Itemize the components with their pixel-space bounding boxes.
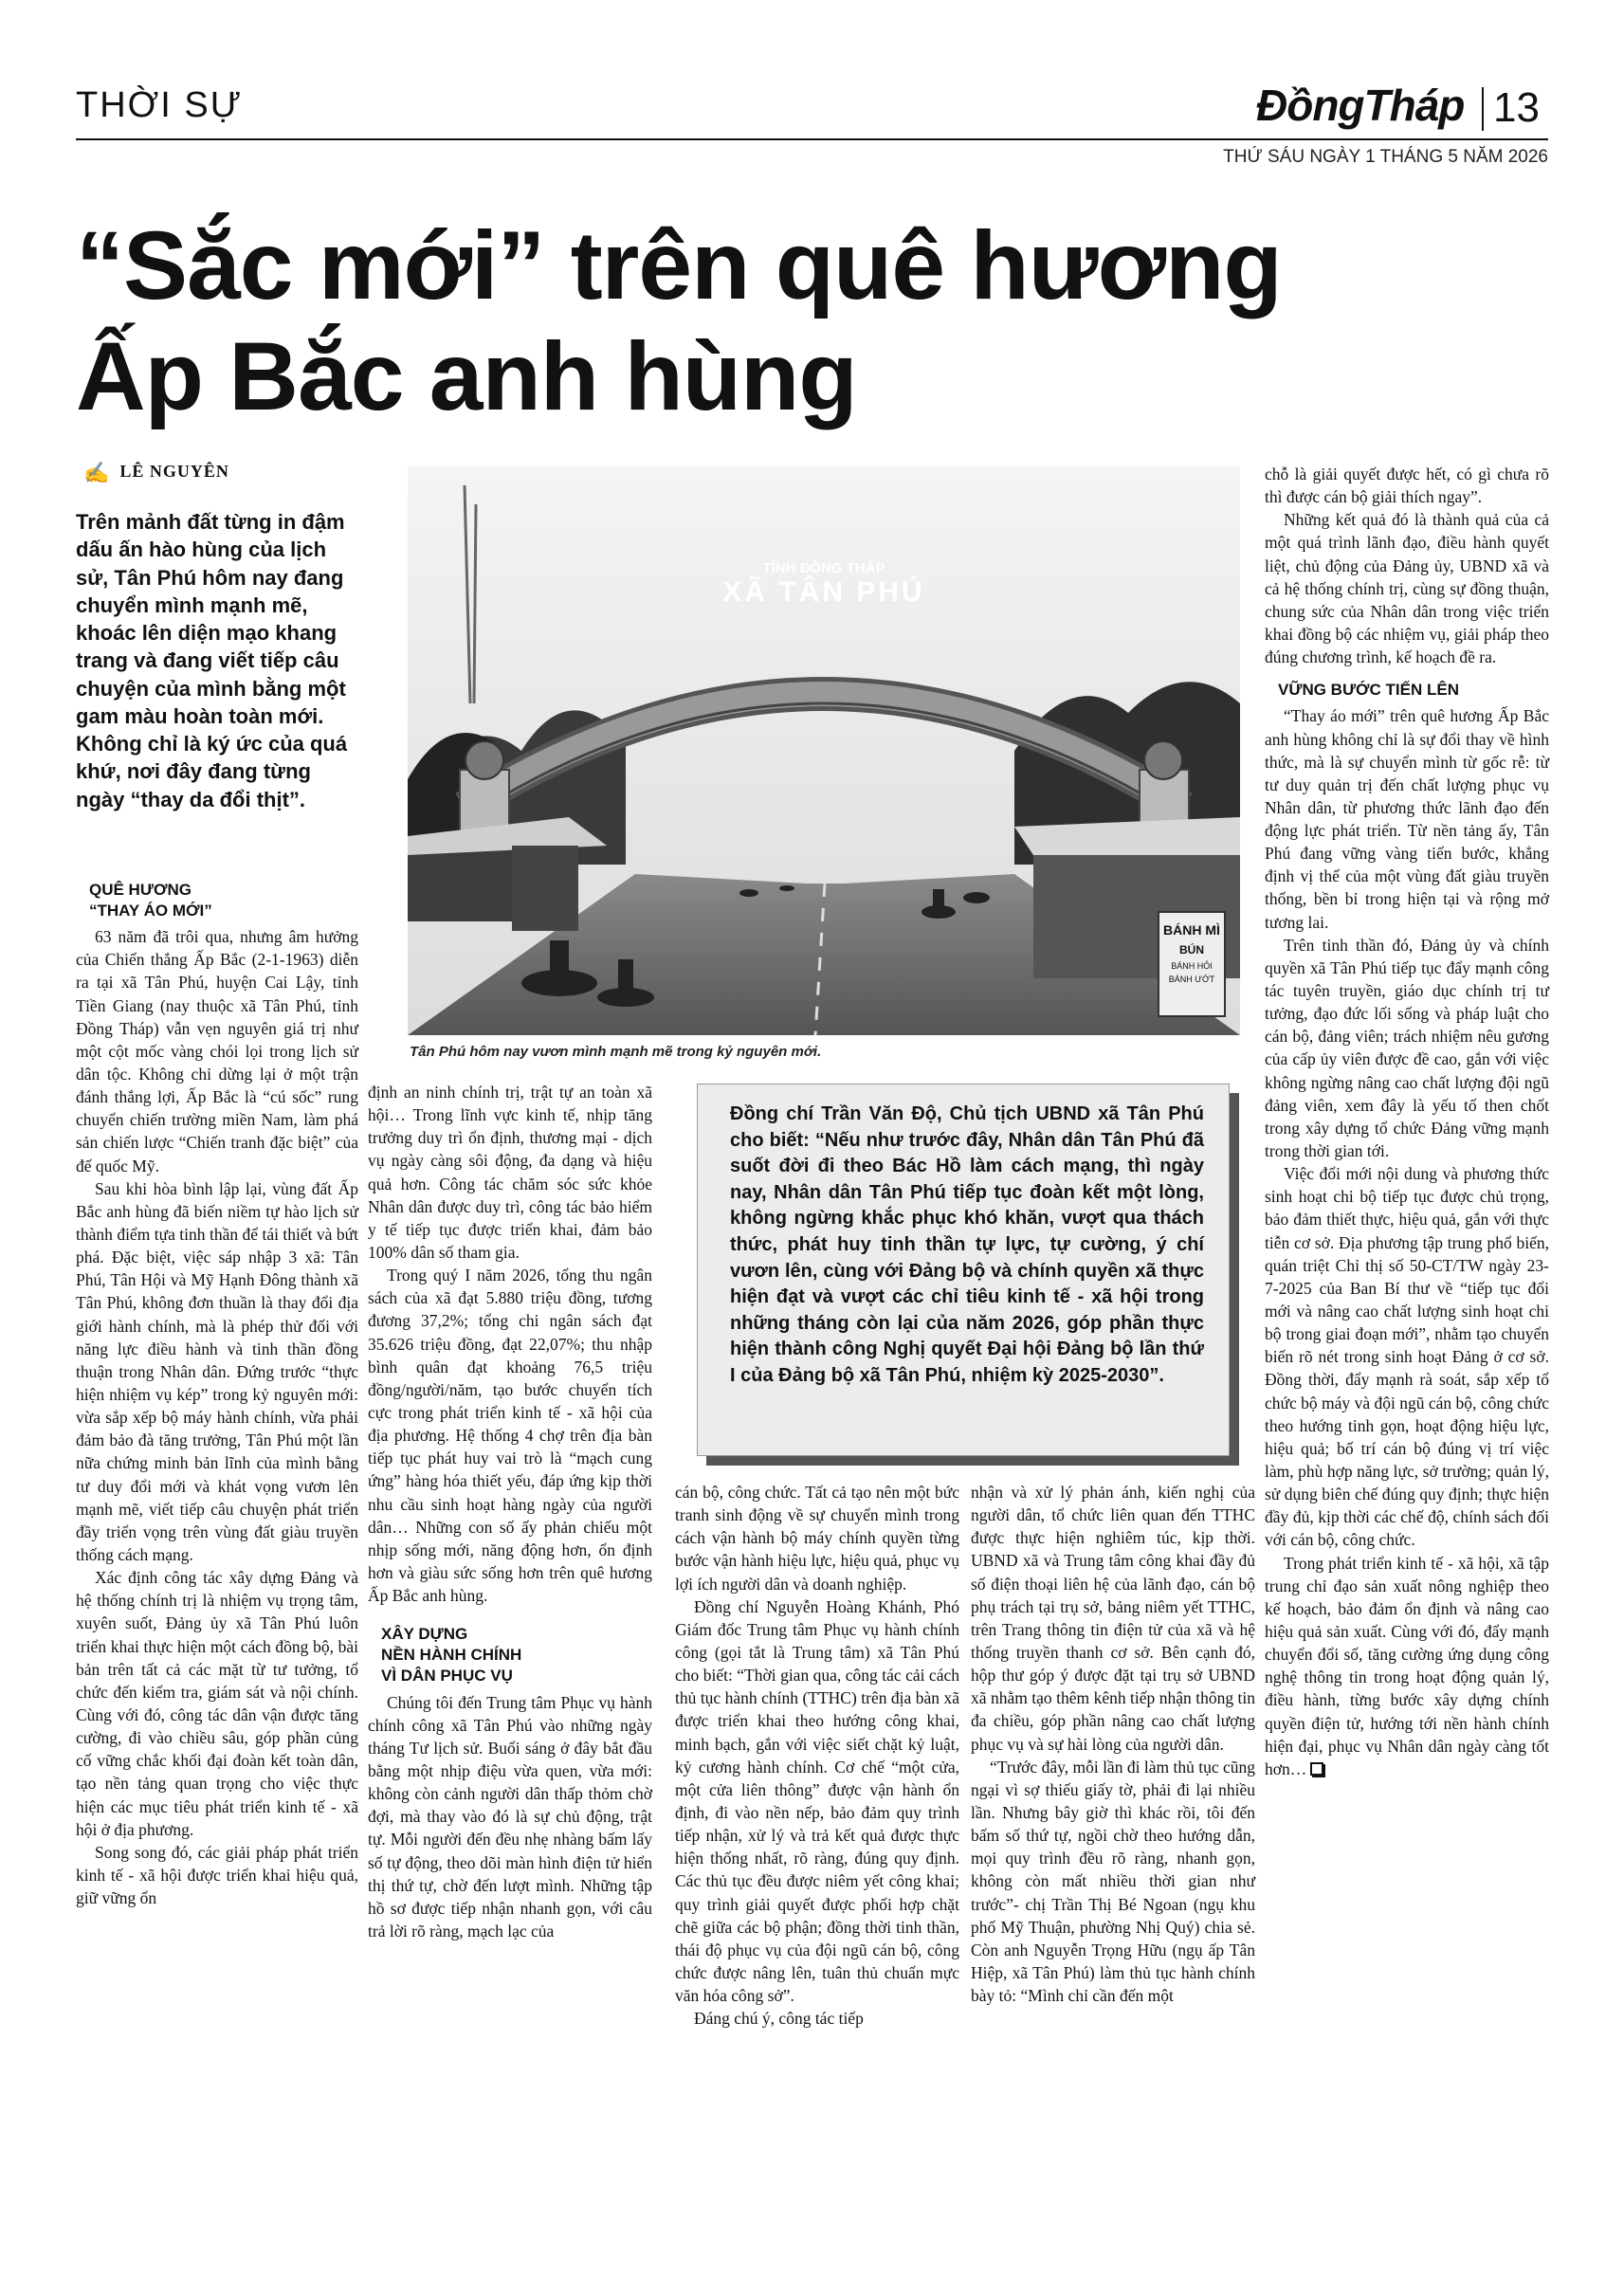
masthead-logo: ĐồngTháp bbox=[1256, 81, 1465, 130]
author-name: LÊ NGUYÊN bbox=[119, 462, 229, 481]
shop-sign-bun: BÚN bbox=[1179, 943, 1204, 957]
gate-sign-top: TỈNH ĐỒNG THÁP bbox=[762, 560, 885, 576]
body-paragraph: Xác định công tác xây dựng Đảng và hệ thống chính trị là nhiệm vụ trọng tâm, xuyên suốt, Đảng ủy xã Tân Phú luôn triển khai thực hiện một cách đồng bộ, bài bản trên tất cả các mặt từ tư tưởng, tổ chức đến kiểm tra, giám sát và nội chính. Cùng với đó, công tác dân vận được tăng cường, đi vào chiều sâu, góp phần củng cố vững chắc khối đại đoàn kết toàn dân, tạo nền tảng quan trọng cho việc thực hiện các mục tiêu phát triển kinh tế - xã hội ở địa phương. bbox=[76, 1568, 358, 1839]
masthead-divider bbox=[1482, 87, 1484, 131]
body-paragraph: “Trước đây, mỗi lần đi làm thủ tục cũng ngại vì sợ thiếu giấy tờ, phải đi lại nhiều lần. Nhưng bây giờ thì khác rồi, tôi đến bấm số thứ tự, ngồi chờ theo hướng dẫn, mọi quy trình đều rõ ràng, nhanh gọn, không còn mất nhiều thời gian như trước”- chị Trần Thị Bé Ngoan (ngụ khu phố Mỹ Thuận, phường Nhị Quý) chia sẻ. Còn anh Nguyễn Trọng Hữu (ngụ ấp Tân Hiệp, xã Tân Phú) làm thủ tục hành chính bày tỏ: “Mình chỉ cần đến một bbox=[971, 1757, 1255, 2006]
gate-sign-main: XÃ TÂN PHÚ bbox=[722, 576, 925, 608]
body-paragraph: nhận và xử lý phản ánh, kiến nghị của người dân, tổ chức liên quan đến TTHC được thực hiện nghiêm túc, kịp thời. UBND xã và Trung tâm công khai đầy đủ số điện thoại liên hệ của lãnh đạo, cán bộ phụ trách tại trụ sở, bảng niêm yết TTHC, trên Trang thông tin điện tử của xã và hệ thống truyền thanh cơ sở. Bên cạnh đó, hộp thư góp ý được đặt tại trụ sở UBND xã nhằm tạo thêm kênh tiếp nhận thông tin đa chiều, góp phần nâng cao chất lượng phục vụ và sự hài lòng của người dân. bbox=[971, 1483, 1255, 1754]
subhead-que-huong bbox=[89, 880, 358, 921]
pen-icon: ✍ bbox=[83, 461, 111, 484]
subhead-xay-dung bbox=[381, 1624, 652, 1686]
body-paragraph: Đáng chú ý, công tác tiếp bbox=[694, 2009, 864, 2029]
byline bbox=[83, 463, 229, 483]
body-paragraph: Song song đó, các giải pháp phát triển kinh tế - xã hội được triển khai hiệu quả, giữ vững ổn bbox=[76, 1842, 358, 1908]
issue-date: THỨ SÁU NGÀY 1 THÁNG 5 NĂM 2026 bbox=[1223, 147, 1548, 167]
subhead-line: “THAY ÁO MỚI” bbox=[89, 902, 212, 920]
column-1 bbox=[76, 872, 358, 1909]
shop-sign-banh-mi: BÁNH MÌ bbox=[1163, 922, 1220, 938]
article-photo bbox=[408, 466, 1240, 1035]
pull-quote-box: Đồng chí Trần Văn Độ, Chủ tịch UBND xã Tân Phú cho biết: “Nếu như trước đây, Nhân dân Tân Phú đã suốt đời đi theo Bác Hồ làm cách mạng, thì ngày nay, Nhân dân Tân Phú tiếp tục đoàn kết một lòng, không ngừng khắc phục khó khăn, vượt qua thách thức, phát huy tinh thần tự lực, tự cường, ý chí vươn lên, cùng với Đảng bộ và chính quyền xã thực hiện đạt và vượt các chỉ tiêu kinh tế - xã hội trong những tháng còn lại của năm 2026, góp phần thực hiện thành công Nghị quyết Đại hội Đảng bộ lần thứ I của Đảng bộ xã Tân Phú, nhiệm kỳ 2025-2030”. bbox=[697, 1084, 1230, 1456]
body-paragraph: 63 năm đã trôi qua, nhưng âm hưởng của Chiến thắng Ấp Bắc (2-1-1963) diễn ra tại xã Tân Phú, huyện Cai Lậy, tỉnh Tiền Giang (nay thuộc xã Tân Phú, tỉnh Đồng Tháp) vẫn vẹn nguyên giá trị như một cột mốc vàng chói lọi trong lịch sử dân tộc. Không chỉ dừng lại ở một trận đánh thắng lợi, Ấp Bắc là “cú sốc” rung chuyển chiến trường miền Nam, làm phá sản chiến lược “Chiến tranh đặc biệt” của đế quốc Mỹ. bbox=[76, 927, 358, 1175]
column-4 bbox=[971, 1481, 1255, 2007]
subhead-line: NỀN HÀNH CHÍNH bbox=[381, 1646, 522, 1665]
end-mark-icon bbox=[1310, 1762, 1323, 1776]
column-2 bbox=[368, 1081, 652, 1942]
shop-sign-banh-uot: BÁNH ƯỚT bbox=[1168, 975, 1215, 984]
section-label: THỜI SỰ bbox=[76, 85, 244, 125]
closing-text: Trong phát triển kinh tế - xã hội, xã tập trung chỉ đạo sản xuất nông nghiệp theo kế hoạch, bảo đảm ổn định và nâng cao hiệu quả sản xuất. Cùng với đó, đẩy mạnh chuyển đổi số, tăng cường ứng dụng công nghệ thông tin trong hoạt động quản lý, điều hành, từng bước xây dựng chính quyền điện tử, hướng tới nền hành chính hiện đại, phục vụ Nhân dân ngày càng tốt hơn… bbox=[1265, 1553, 1549, 1778]
photo-gate-street bbox=[408, 466, 1240, 1035]
subhead-line: XÂY DỰNG bbox=[381, 1625, 468, 1644]
subhead-line: QUÊ HƯƠNG bbox=[89, 881, 192, 899]
shop-sign-banh-hoi: BÁNH HỎI bbox=[1171, 961, 1213, 971]
header-rule bbox=[76, 138, 1548, 140]
subhead-vung-buoc: VỮNG BƯỚC TIẾN LÊN bbox=[1278, 681, 1459, 700]
body-paragraph: Trên tinh thần đó, Đảng ủy và chính quyền xã Tân Phú tiếp tục đẩy mạnh công tác tuyên truyền, giáo dục chính trị tư tưởng, đạo đức lối sống và pháp luật cho cán bộ, đảng viên; trách nhiệm nêu gương của cấp ủy viên được đề cao, gắn với việc không ngừng nâng cao chất lượng đội ngũ đảng viên, xem đây là yếu tố then chốt trong xây dựng tổ chức Đảng vững mạnh trong thời gian tới. bbox=[1265, 935, 1549, 1161]
column-5 bbox=[1265, 463, 1549, 1780]
body-paragraph: cán bộ, công chức. Tất cả tạo nên một bức tranh sinh động về sự chuyển mình trong cách vận hành bộ máy chính quyền từng bước vận hành hiệu lực, hiệu quả, phục vụ lợi ích người dân và doanh nghiệp. bbox=[675, 1483, 959, 1594]
body-paragraph: Chúng tôi đến Trung tâm Phục vụ hành chính công xã Tân Phú vào những ngày tháng Tư lịch sử. Buổi sáng ở đây bắt đầu bằng một nhịp điệu vừa quen, vừa mới: không còn cảnh người dân thấp thỏm chờ đợi, mà thay vào đó là sự chủ động, trật tự. Mỗi người đến đều nhẹ nhàng bấm lấy số tự động, theo dõi màn hình điện tử hiển thị thứ tự, chờ đến lượt mình. Những tập hồ sơ được tiếp nhận nhanh gọn, với câu trả lời rõ ràng, mạch lạc của bbox=[368, 1692, 652, 1941]
lead-paragraph: Trên mảnh đất từng in đậm dấu ấn hào hùng của lịch sử, Tân Phú hôm nay đang chuyển mình mạnh mẽ, khoác lên diện mạo khang trang và đang viết tiếp câu chuyện của mình bằng một gam màu hoàn toàn mới. Không chỉ là ký ức của quá khứ, nơi đây đang từng ngày “thay da đổi thịt”. bbox=[76, 510, 348, 811]
body-paragraph bbox=[1265, 1552, 1549, 1780]
column-3 bbox=[675, 1481, 959, 2030]
headline bbox=[76, 210, 1555, 433]
page-number: 13 bbox=[1493, 84, 1540, 131]
body-paragraph: định an ninh chính trị, trật tự an toàn xã hội… Trong lĩnh vực kinh tế, nhịp tăng trưởng duy trì ổn định, thương mại - dịch vụ ngày càng sôi động, đa dạng và hiệu quả hơn. Công tác chăm sóc sức khỏe Nhân dân được duy trì, công tác bảo hiểm y tế tiếp tục được triển khai, đảm bảo 100% dân số tham gia. bbox=[368, 1083, 652, 1262]
subhead-line: VÌ DÂN PHỤC VỤ bbox=[381, 1667, 513, 1686]
body-paragraph: Những kết quả đó là thành quả của cả một quá trình lãnh đạo, điều hành quyết liệt, chủ động của Đảng ủy, UBND xã và cả hệ thống chính trị, cùng sự đồng thuận, chung sức của Nhân dân trong việc triển khai đồng bộ các nhiệm vụ, giải pháp theo đúng chương trình, kế hoạch đề ra. bbox=[1265, 510, 1549, 667]
body-paragraph: Trong quý I năm 2026, tổng thu ngân sách của xã đạt 5.880 triệu đồng, tương đương 37,2%; tổng chi ngân sách đạt 35.626 triệu đồng, đạt 22,07%; thu nhập bình quân đạt khoảng 76,5 triệu đồng/người/năm, tạo bước chuyển tích cực trong phát triển kinh tế - xã hội của địa phương. Hệ thống 4 chợ trên địa bàn tiếp tục phát huy vai trò là “mạch cung ứng” hàng hóa thiết yếu, đáp ứng kịp thời nhu cầu sinh hoạt hàng ngày của người dân… Những con số ấy phản chiếu một nhịp sống mới, năng động hơn, ổn định hơn và giàu sức sống hơn trên quê hương Ấp Bắc anh hùng. bbox=[368, 1266, 652, 1606]
body-paragraph: “Thay áo mới” trên quê hương Ấp Bắc anh hùng không chỉ là sự đổi thay về hình thức, mà là sự chuyển mình từ gốc rễ: từ tư duy quản trị đến chất lượng phục vụ Nhân dân, từ phương thức lãnh đạo đến động lực phát triển. Từ nền tảng ấy, Tân Phú đang vững vàng tiến bước, khẳng định vị thế của một vùng đất giàu truyền thống, bền bỉ trong hiện tại và rộng mở tương lai. bbox=[1265, 706, 1549, 932]
headline-line-2: Ấp Bắc anh hùng bbox=[76, 322, 857, 431]
body-paragraph: Việc đổi mới nội dung và phương thức sinh hoạt chi bộ tiếp tục được chủ trọng, bảo đảm thiết thực, hiệu quả, gắn với thực tiễn cơ sở. Địa phương tập trung phổ biến, quán triệt Chỉ thị số 50-CT/TW ngày 23-7-2025 của Ban Bí thư về “tiếp tục đổi mới và nâng cao chất lượng sinh hoạt chi bộ trong giai đoạn mới”, nhằm tạo chuyển biến rõ nét trong sinh hoạt Đảng ở cơ sở. Đồng thời, đẩy mạnh rà soát, sắp xếp tổ chức bộ máy và đội ngũ cán bộ, công chức theo hướng tinh gọn, hoạt động hiệu lực, hiệu quả; bố trí cán bộ đúng vị trí việc làm, phù hợp năng lực, sở trường; quản lý, sử dụng biên chế đúng quy định; thực hiện đầy đủ, kịp thời các chế độ, chính sách đối với cán bộ, công chức. bbox=[1265, 1164, 1549, 1550]
body-paragraph: Sau khi hòa bình lập lại, vùng đất Ấp Bắc anh hùng đã biến niềm tự hào lịch sử thành điểm tựa tinh thần để tái thiết và bứt phá. Đặc biệt, việc sáp nhập 3 xã: Tân Phú, Tân Hội và Mỹ Hạnh Đông thành xã Tân Phú, không đơn thuần là thay đổi địa giới hành chính, mà là phép thử đối với năng lực điều hành và tinh thần đồng thuận trong Nhân dân. Đứng trước “thực hiện nhiệm vụ kép” trong kỷ nguyên mới: vừa sắp xếp bộ máy hành chính, vừa phải đảm bảo đà tăng trưởng, Tân Phú một lần nữa chứng minh bản lĩnh của mình bằng tư duy đổi mới và khát vọng vươn lên mạnh mẽ, viết tiếp câu chuyện phát triển đầy triển vọng trên vùng đất giàu truyền thống cách mạng. bbox=[76, 1178, 358, 1564]
headline-line-1: “Sắc mới” trên quê hương bbox=[76, 211, 1282, 319]
body-paragraph: chỗ là giải quyết được hết, có gì chưa rõ thì được cán bộ giải thích ngay”. bbox=[1265, 465, 1549, 507]
body-paragraph: Đồng chí Nguyễn Hoàng Khánh, Phó Giám đốc Trung tâm Phục vụ hành chính công (gọi tắt là Trung tâm) xã Tân Phú cho biết: “Thời gian qua, công tác cải cách thủ tục hành chính (TTHC) trên địa bàn xã được triển khai theo hướng công khai, minh bạch, gắn với việc siết chặt kỷ luật, kỷ cương hành chính. Cơ chế “một cửa, một cửa liên thông” được vận hành ổn định, đi vào nền nếp, bảo đảm quy trình tiếp nhận, xử lý và trả kết quả được thực hiện thống nhất, rõ ràng, đúng quy định. Các thủ tục đều được niêm yết công khai; quy trình giải quyết được phối hợp chặt chẽ giữa các bộ phận; đồng thời tinh thần, thái độ phục vụ của đội ngũ cán bộ, công chức được nâng lên, tuân thủ chuẩn mực văn hóa công sở”. bbox=[675, 1596, 959, 2006]
photo-caption: Tân Phú hôm nay vươn mình mạnh mẽ trong kỷ nguyên mới. bbox=[410, 1044, 822, 1060]
